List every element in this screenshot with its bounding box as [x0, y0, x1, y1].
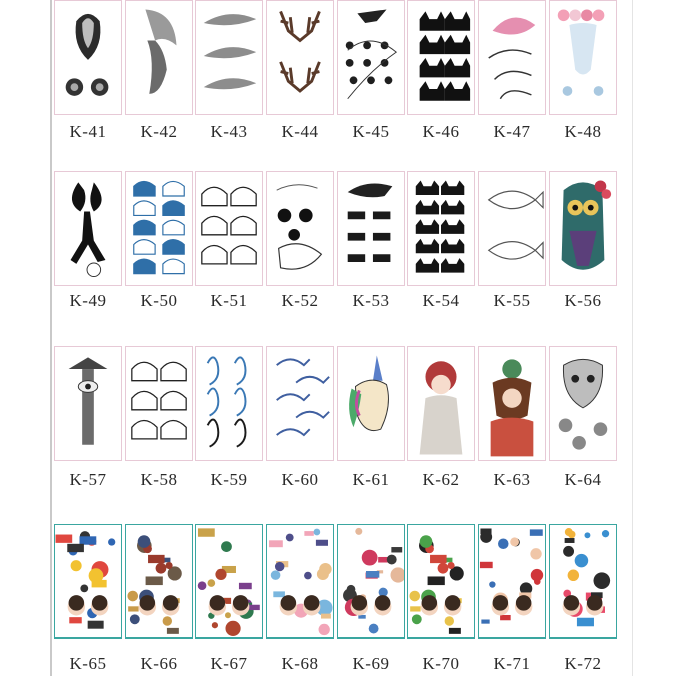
product-code-label: K-69 — [352, 654, 390, 673]
product-code-label: K-50 — [140, 291, 178, 310]
product-code-label: K-65 — [69, 654, 107, 673]
tattoo-design-illustration — [196, 347, 262, 460]
tattoo-sticker-image[interactable] — [407, 171, 475, 286]
tattoo-sticker-image[interactable] — [125, 346, 193, 461]
product-code-label: K-71 — [493, 654, 531, 673]
tattoo-sticker-image[interactable] — [54, 0, 122, 115]
product-code-label: K-51 — [210, 291, 248, 310]
tattoo-design-illustration — [550, 172, 616, 285]
product-code-label: K-55 — [493, 291, 531, 310]
tattoo-design-illustration — [408, 1, 474, 114]
tattoo-design-illustration — [126, 347, 192, 460]
tattoo-design-illustration — [338, 1, 404, 114]
tattoo-sticker-image[interactable] — [266, 171, 334, 286]
tattoo-sticker-image[interactable] — [478, 524, 546, 639]
tattoo-design-illustration — [196, 1, 262, 114]
tattoo-design-illustration — [267, 525, 333, 637]
product-code-label: K-48 — [564, 122, 602, 141]
product-code-label: K-58 — [140, 470, 178, 489]
tattoo-design-illustration — [408, 525, 474, 637]
tattoo-sticker-image[interactable] — [337, 0, 405, 115]
product-code-label: K-44 — [281, 122, 319, 141]
catalog-row — [54, 524, 622, 639]
product-code-label: K-64 — [564, 470, 602, 489]
tattoo-sticker-image[interactable] — [407, 346, 475, 461]
product-code-label: K-57 — [69, 470, 107, 489]
tattoo-design-illustration — [408, 347, 474, 460]
product-code-label: K-54 — [422, 291, 460, 310]
tattoo-design-illustration — [55, 525, 121, 637]
product-code-label: K-63 — [493, 470, 531, 489]
product-code-label: K-49 — [69, 291, 107, 310]
tattoo-design-illustration — [338, 172, 404, 285]
product-code-label: K-53 — [352, 291, 390, 310]
tattoo-design-illustration — [126, 172, 192, 285]
product-code-label: K-70 — [422, 654, 460, 673]
tattoo-design-illustration — [479, 347, 545, 460]
product-code-label: K-60 — [281, 470, 319, 489]
product-code-label: K-72 — [564, 654, 602, 673]
product-code-label: K-43 — [210, 122, 248, 141]
tattoo-sticker-image[interactable] — [54, 171, 122, 286]
tattoo-sticker-image[interactable] — [266, 0, 334, 115]
tattoo-sticker-image[interactable] — [195, 0, 263, 115]
tattoo-sticker-image[interactable] — [478, 0, 546, 115]
product-code-label: K-52 — [281, 291, 319, 310]
tattoo-design-illustration — [550, 347, 616, 460]
tattoo-sticker-image[interactable] — [125, 524, 193, 639]
tattoo-sticker-image[interactable] — [54, 346, 122, 461]
tattoo-design-illustration — [126, 1, 192, 114]
tattoo-sticker-image[interactable] — [266, 524, 334, 639]
product-code-label: K-59 — [210, 470, 248, 489]
tattoo-design-illustration — [196, 172, 262, 285]
tattoo-sticker-image[interactable] — [407, 0, 475, 115]
tattoo-sticker-image[interactable] — [478, 346, 546, 461]
product-code-label: K-66 — [140, 654, 178, 673]
tattoo-sticker-image[interactable] — [195, 524, 263, 639]
tattoo-design-illustration — [338, 525, 404, 637]
tattoo-design-illustration — [267, 347, 333, 460]
tattoo-sticker-image[interactable] — [549, 346, 617, 461]
tattoo-sticker-image[interactable] — [337, 346, 405, 461]
tattoo-design-illustration — [267, 172, 333, 285]
product-code-label: K-56 — [564, 291, 602, 310]
tattoo-sticker-image[interactable] — [195, 346, 263, 461]
right-divider-line — [632, 0, 633, 676]
tattoo-sticker-image[interactable] — [125, 171, 193, 286]
left-divider-line — [50, 0, 52, 676]
tattoo-design-illustration — [55, 1, 121, 114]
tattoo-sticker-image[interactable] — [549, 0, 617, 115]
product-code-label: K-62 — [422, 470, 460, 489]
product-code-label: K-61 — [352, 470, 390, 489]
tattoo-sticker-image[interactable] — [54, 524, 122, 639]
tattoo-design-illustration — [408, 172, 474, 285]
tattoo-sticker-image[interactable] — [337, 171, 405, 286]
product-code-label: K-46 — [422, 122, 460, 141]
product-code-label: K-67 — [210, 654, 248, 673]
tattoo-design-illustration — [267, 1, 333, 114]
tattoo-design-illustration — [338, 347, 404, 460]
product-code-label: K-68 — [281, 654, 319, 673]
tattoo-design-illustration — [479, 172, 545, 285]
tattoo-sticker-image[interactable] — [549, 171, 617, 286]
product-code-label: K-45 — [352, 122, 390, 141]
tattoo-design-illustration — [550, 1, 616, 114]
catalog-row — [54, 0, 622, 115]
tattoo-sticker-image[interactable] — [195, 171, 263, 286]
tattoo-sticker-image[interactable] — [266, 346, 334, 461]
tattoo-design-illustration — [55, 347, 121, 460]
product-code-label: K-42 — [140, 122, 178, 141]
tattoo-sticker-image[interactable] — [549, 524, 617, 639]
tattoo-design-illustration — [550, 525, 616, 637]
catalog-row — [54, 346, 622, 461]
tattoo-design-illustration — [55, 172, 121, 285]
tattoo-sticker-image[interactable] — [337, 524, 405, 639]
catalog-row — [54, 171, 622, 286]
tattoo-design-illustration — [479, 1, 545, 114]
tattoo-design-illustration — [196, 525, 262, 637]
tattoo-sticker-image[interactable] — [407, 524, 475, 639]
tattoo-design-illustration — [126, 525, 192, 637]
product-code-label: K-41 — [69, 122, 107, 141]
tattoo-sticker-image[interactable] — [478, 171, 546, 286]
product-code-label: K-47 — [493, 122, 531, 141]
tattoo-design-illustration — [479, 525, 545, 637]
tattoo-sticker-image[interactable] — [125, 0, 193, 115]
